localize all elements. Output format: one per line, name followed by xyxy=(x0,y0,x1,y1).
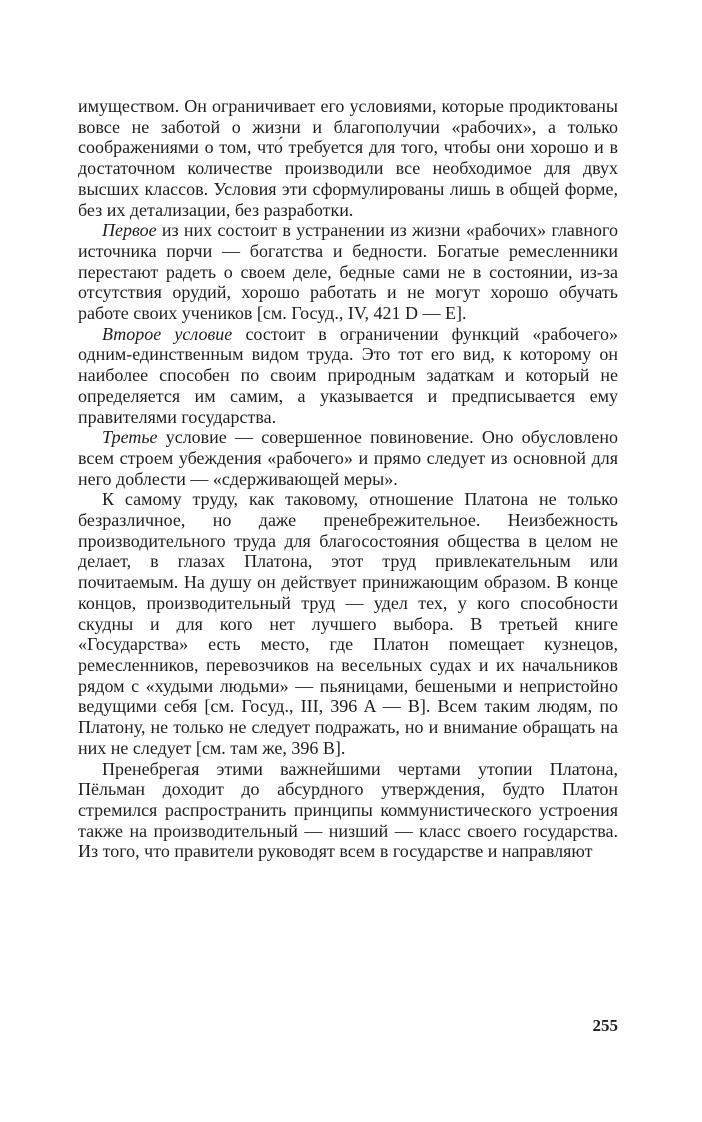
paragraph-1-text: имуществом. Он ограничивает его условиями, которые продиктованы вовсе не заботой о жизни и благополучии «рабочих», а только соображениями о том, что́ требуется для того, чтобы они хорошо и в достаточном количестве производили все необходимое для двух высших классов. Условия эти сформулированы лишь в общей форме, без их детализации, без разработки. xyxy=(78,96,618,220)
paragraph-3-text: состоит в ограничении функций «рабочего» одним-единственным видом труда. Это тот его вид, к которому он наиболее способен по своим природным задаткам и который не определяется им самим, а указывается и предписывается ему правителями государства. xyxy=(78,323,618,427)
paragraph-5 xyxy=(78,489,618,758)
paragraph-4-text: условие — совершенное повиновение. Оно обусловлено всем строем убеждения «рабочего» и прямо следует из основной для него доблести — «сдерживающей меры». xyxy=(78,427,618,489)
page-number: 255 xyxy=(592,1016,618,1035)
paragraph-4-emphasis: Третье xyxy=(102,427,158,448)
paragraph-6 xyxy=(78,759,618,863)
paragraph-3-emphasis: Второе условие xyxy=(102,323,233,344)
paragraph-2-text: из них состоит в устранении из жизни «рабочих» главного источника порчи — богатства и бедности. Богатые ремесленники перестают радеть о своем деле, бедные сами не в состоянии, из-за отсутствия орудий, хорошо работать и не могут хорошо обучать работе своих учеников [см. Госуд., IV, 421 D — E]. xyxy=(78,220,618,324)
paragraph-2 xyxy=(78,220,618,324)
page-text-block xyxy=(78,96,618,862)
paragraph-5-text: К самому труду, как таковому, отношение Платона не только безразличное, но даже пренебрежительное. Неизбежность производительного труда для благосостояния общества в целом не делает, в глазах Платона, этот труд привлекательным или почитаемым. На душу он действует принижающим образом. В конце концов, производительный труд — удел тех, у кого способности скудны и для кого нет лучшего выбора. В третьей книге «Государства» есть место, где Платон помещает кузнецов, ремесленников, перевозчиков на весельных судах и их начальников рядом с «худыми людьми» — пьяницами, бешеными и непристойно ведущими себя [см. Госуд., III, 396 A — B]. Всем таким людям, по Платону, не только не следует подражать, но и внимание обращать на них не следует [см. там же, 396 B]. xyxy=(78,489,618,758)
paragraph-3 xyxy=(78,324,618,428)
paragraph-6-text: Пренебрегая этими важнейшими чертами утопии Платона, Пёльман доходит до абсурдного утверждения, будто Платон стремился распространить принципы коммунистического устроения также на производительный — низший — класс своего государства. Из того, что правители руководят всем в государстве и направляют xyxy=(78,758,618,862)
paragraph-1 xyxy=(78,96,618,220)
paragraph-2-emphasis: Первое xyxy=(102,220,157,241)
paragraph-4 xyxy=(78,427,618,489)
